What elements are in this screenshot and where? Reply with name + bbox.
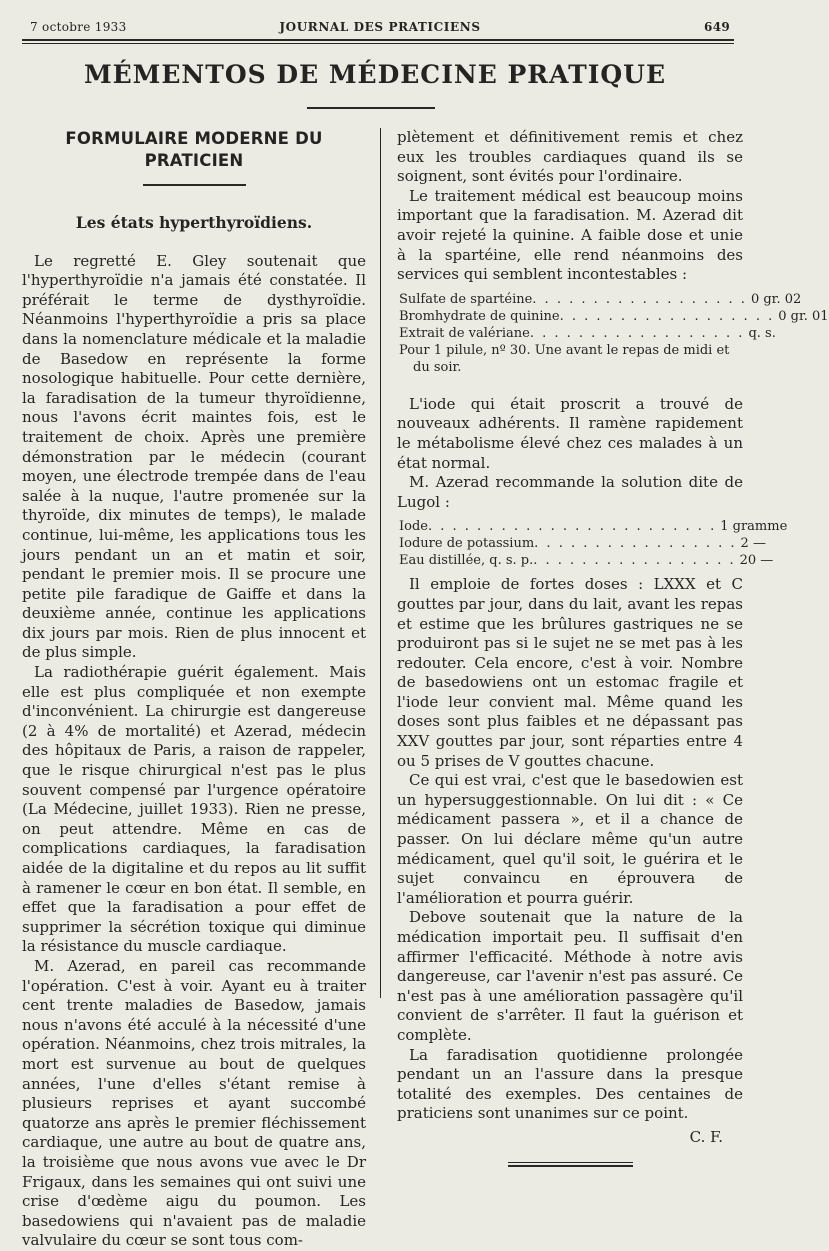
section-rule: [143, 184, 246, 186]
left-column: [22, 128, 366, 1251]
leader-dots: . . . . . . . . . . . . . . . . .: [533, 553, 736, 569]
journal-name: JOURNAL DES PRATICIENS: [279, 20, 481, 34]
ingredient-quantity: q. s.: [748, 325, 776, 341]
paragraph: M. Azerad, en pareil cas recommande l'opération. C'est à voir. Ayant eu à traiter cent trente maladies de Basedow, jamais nous n'avons été acculé à la nécessité d'une opération. Néanmoins, chez trois mitrales, la mort est survenue au bout de quelques années, l'une d'elles s'étant remise à plusieurs reprises et ayant succombé quatorze ans après le premier fléchissement cardiaque, une autre au bout de quatre ans, la troisième que nous avons vue avec le Dr Frigaux, dans les semaines qui ont suivi une crise d'œdème aigu du poumon. Les basedowiens qui n'avaient pas de maladie valvulaire du cœur se sont tous com-: [22, 956, 366, 1250]
ingredient-name: Iodure de potassium: [399, 536, 535, 552]
formula-lugol: [397, 518, 788, 569]
formula-row: [399, 518, 788, 535]
ingredient-name: Bromhydrate de quinine: [399, 308, 560, 324]
formula-row: [399, 552, 774, 569]
leader-dots: . . . . . . . . . . . . . . . . .: [534, 536, 737, 552]
title-rule: [307, 107, 435, 109]
ingredient-quantity: 0 gr. 01: [778, 308, 829, 324]
formula-row: [399, 308, 829, 325]
paragraph: L'iode qui était proscrit a trouvé de nouveaux adhérents. Il ramène rapidement le métabolisme élevé chez ces malades à un état normal.: [397, 394, 743, 472]
ingredient-name: Eau distillée, q. s. p.: [399, 553, 534, 569]
ingredient-name: Extrait de valériane: [399, 325, 530, 341]
formula-spartein-quinine: [397, 291, 829, 376]
paragraph: Debove soutenait que la nature de la médication importait peu. Il suffisait d'en affirmer l'efficacité. Méthode à notre avis dangereuse, car l'avenir n'est pas assuré. Ce n'est pas à une amélioration passagère qu'il convient de s'arrêter. Il faut la guérison et complète.: [397, 908, 743, 1044]
article-subtitle: Les états hyperthyroïdiens.: [75, 213, 313, 232]
paragraph: Il emploie de fortes doses : LXXX et C gouttes par jour, dans du lait, avant les repas et estime que les brûlures gastriques ne se produiront pas si le sujet ne se met pas à les redouter. Cela encore, c'est à voir. Nombre de basedowiens ont un estomac fragile et l'iode leur convient mal. Même quand les doses sont plus faibles et ne dépassant pas XXV gouttes par jour, sont réparties entre 4 ou 5 prises de V gouttes chacune.: [397, 575, 743, 770]
author-signature: C. F.: [689, 1127, 723, 1146]
end-rule-thick: [508, 1165, 633, 1167]
paragraph: Ce qui est vrai, c'est que le basedowien est un hypersuggestionnable. On lui dit : « Ce médicament passera », et il a chance de passer. On lui déclare même qu'un autre médicament, quel qu'il soit, le guérira et le sujet convaincu en éprouvera de l'amélioration et pourra guérir.: [397, 771, 743, 907]
ingredient-quantity: 2 —: [740, 536, 766, 552]
formula-row: [399, 291, 802, 308]
page-number: 649: [704, 20, 730, 34]
paragraph: Le regretté E. Gley soutenait que l'hyperthyroïdie n'a jamais été constatée. Il préférait le terme de dysthyroïdie. Néanmoins l'hyperthyroïdie a pris sa place dans la nomenclature médicale et la maladie de Basedow en représente la forme nosologique habituelle. Pour cette dernière, la faradisation de la tumeur thyroïdienne, nous l'avons écrit maintes fois, est le traitement de choix. Après une première démonstration par le médecin (courant moyen, une électrode trempée dans de l'eau salée à la nuque, l'autre promenée sur la thyroïde, dix minutes de temps), le malade continue, lui-même, les applications tous les jours pendant un an et matin et soir, pendant le premier mois. Il se procure une petite pile faradique de Gaiffe et dans la deuxième année, continue les applications dix jours par mois. Rien de plus innocent et de plus simple.: [22, 251, 366, 662]
leader-dots: . . . . . . . . . . . . . . . . . .: [559, 308, 775, 324]
page-title: MÉMENTOS DE MÉDECINE PRATIQUE: [83, 60, 667, 89]
leader-dots: . . . . . . . . . . . . . . . . . .: [532, 291, 747, 307]
ingredient-quantity: 20 —: [739, 553, 774, 569]
end-rule: [508, 1162, 633, 1163]
paragraph: La faradisation quotidienne prolongée pendant un an l'assure dans la presque totalité des exemples. Des centaines de praticiens sont unanimes sur ce point.: [397, 1045, 743, 1123]
leader-dots: . . . . . . . . . . . . . . . . . .: [529, 325, 745, 341]
spacer: [397, 382, 743, 395]
header-rule: [22, 39, 734, 41]
formula-instruction-cont: du soir.: [413, 359, 462, 375]
running-header: [30, 20, 730, 40]
paragraph: La radiothérapie guérit également. Mais elle est plus compliquée et non exempte d'inconvénient. La chirurgie est dangereuse (2 à 4% de mortalité) et Azerad, médecin des hôpitaux de Paris, a raison de rappeler, que le risque chirurgical n'est pas le plus souvent compensé par l'urgence opératoire (La Médecine, juillet 1933). Rien ne presse, on peut attendre. Même en cas de complications cardiaques, la faradisation aidée de la digitaline et du repos au lit suffit à ramener le cœur en bon état. Il semble, en effet que la faradisation a pour effet de supprimer la sécrétion toxique qui diminue la résistance du muscle cardiaque.: [22, 663, 366, 956]
paragraph: plètement et définitivement remis et chez eux les troubles cardiaques quand ils se soignent, sont évités pour l'ordinaire.: [397, 128, 743, 186]
paragraph: M. Azerad recommande la solution dite de Lugol :: [397, 473, 743, 511]
right-column: [397, 128, 829, 1167]
column-divider: [380, 128, 381, 998]
ingredient-quantity: 1 gramme: [720, 519, 788, 535]
issue-date: 7 octobre 1933: [30, 20, 127, 34]
leader-dots: . . . . . . . . . . . . . . . . . . . . . . . .: [427, 519, 717, 535]
ingredient-quantity: 0 gr. 02: [750, 291, 802, 307]
formula-instruction: Pour 1 pilule, nº 30. Une avant le repas de midi et: [399, 342, 730, 358]
formula-row: [399, 325, 776, 342]
header-rule-thin: [22, 43, 734, 44]
section-title: FORMULAIRE MODERNE DU PRATICIEN: [65, 129, 323, 170]
formula-row: [399, 535, 766, 552]
paragraph: Le traitement médical est beaucoup moins important que la faradisation. M. Azerad dit avoir rejeté la quinine. A faible dose et unie à la spartéine, elle rend néanmoins des services qui semblent incontestables :: [397, 186, 743, 284]
ingredient-name: Iode: [399, 519, 428, 535]
ingredient-name: Sulfate de spartéine: [399, 291, 533, 307]
